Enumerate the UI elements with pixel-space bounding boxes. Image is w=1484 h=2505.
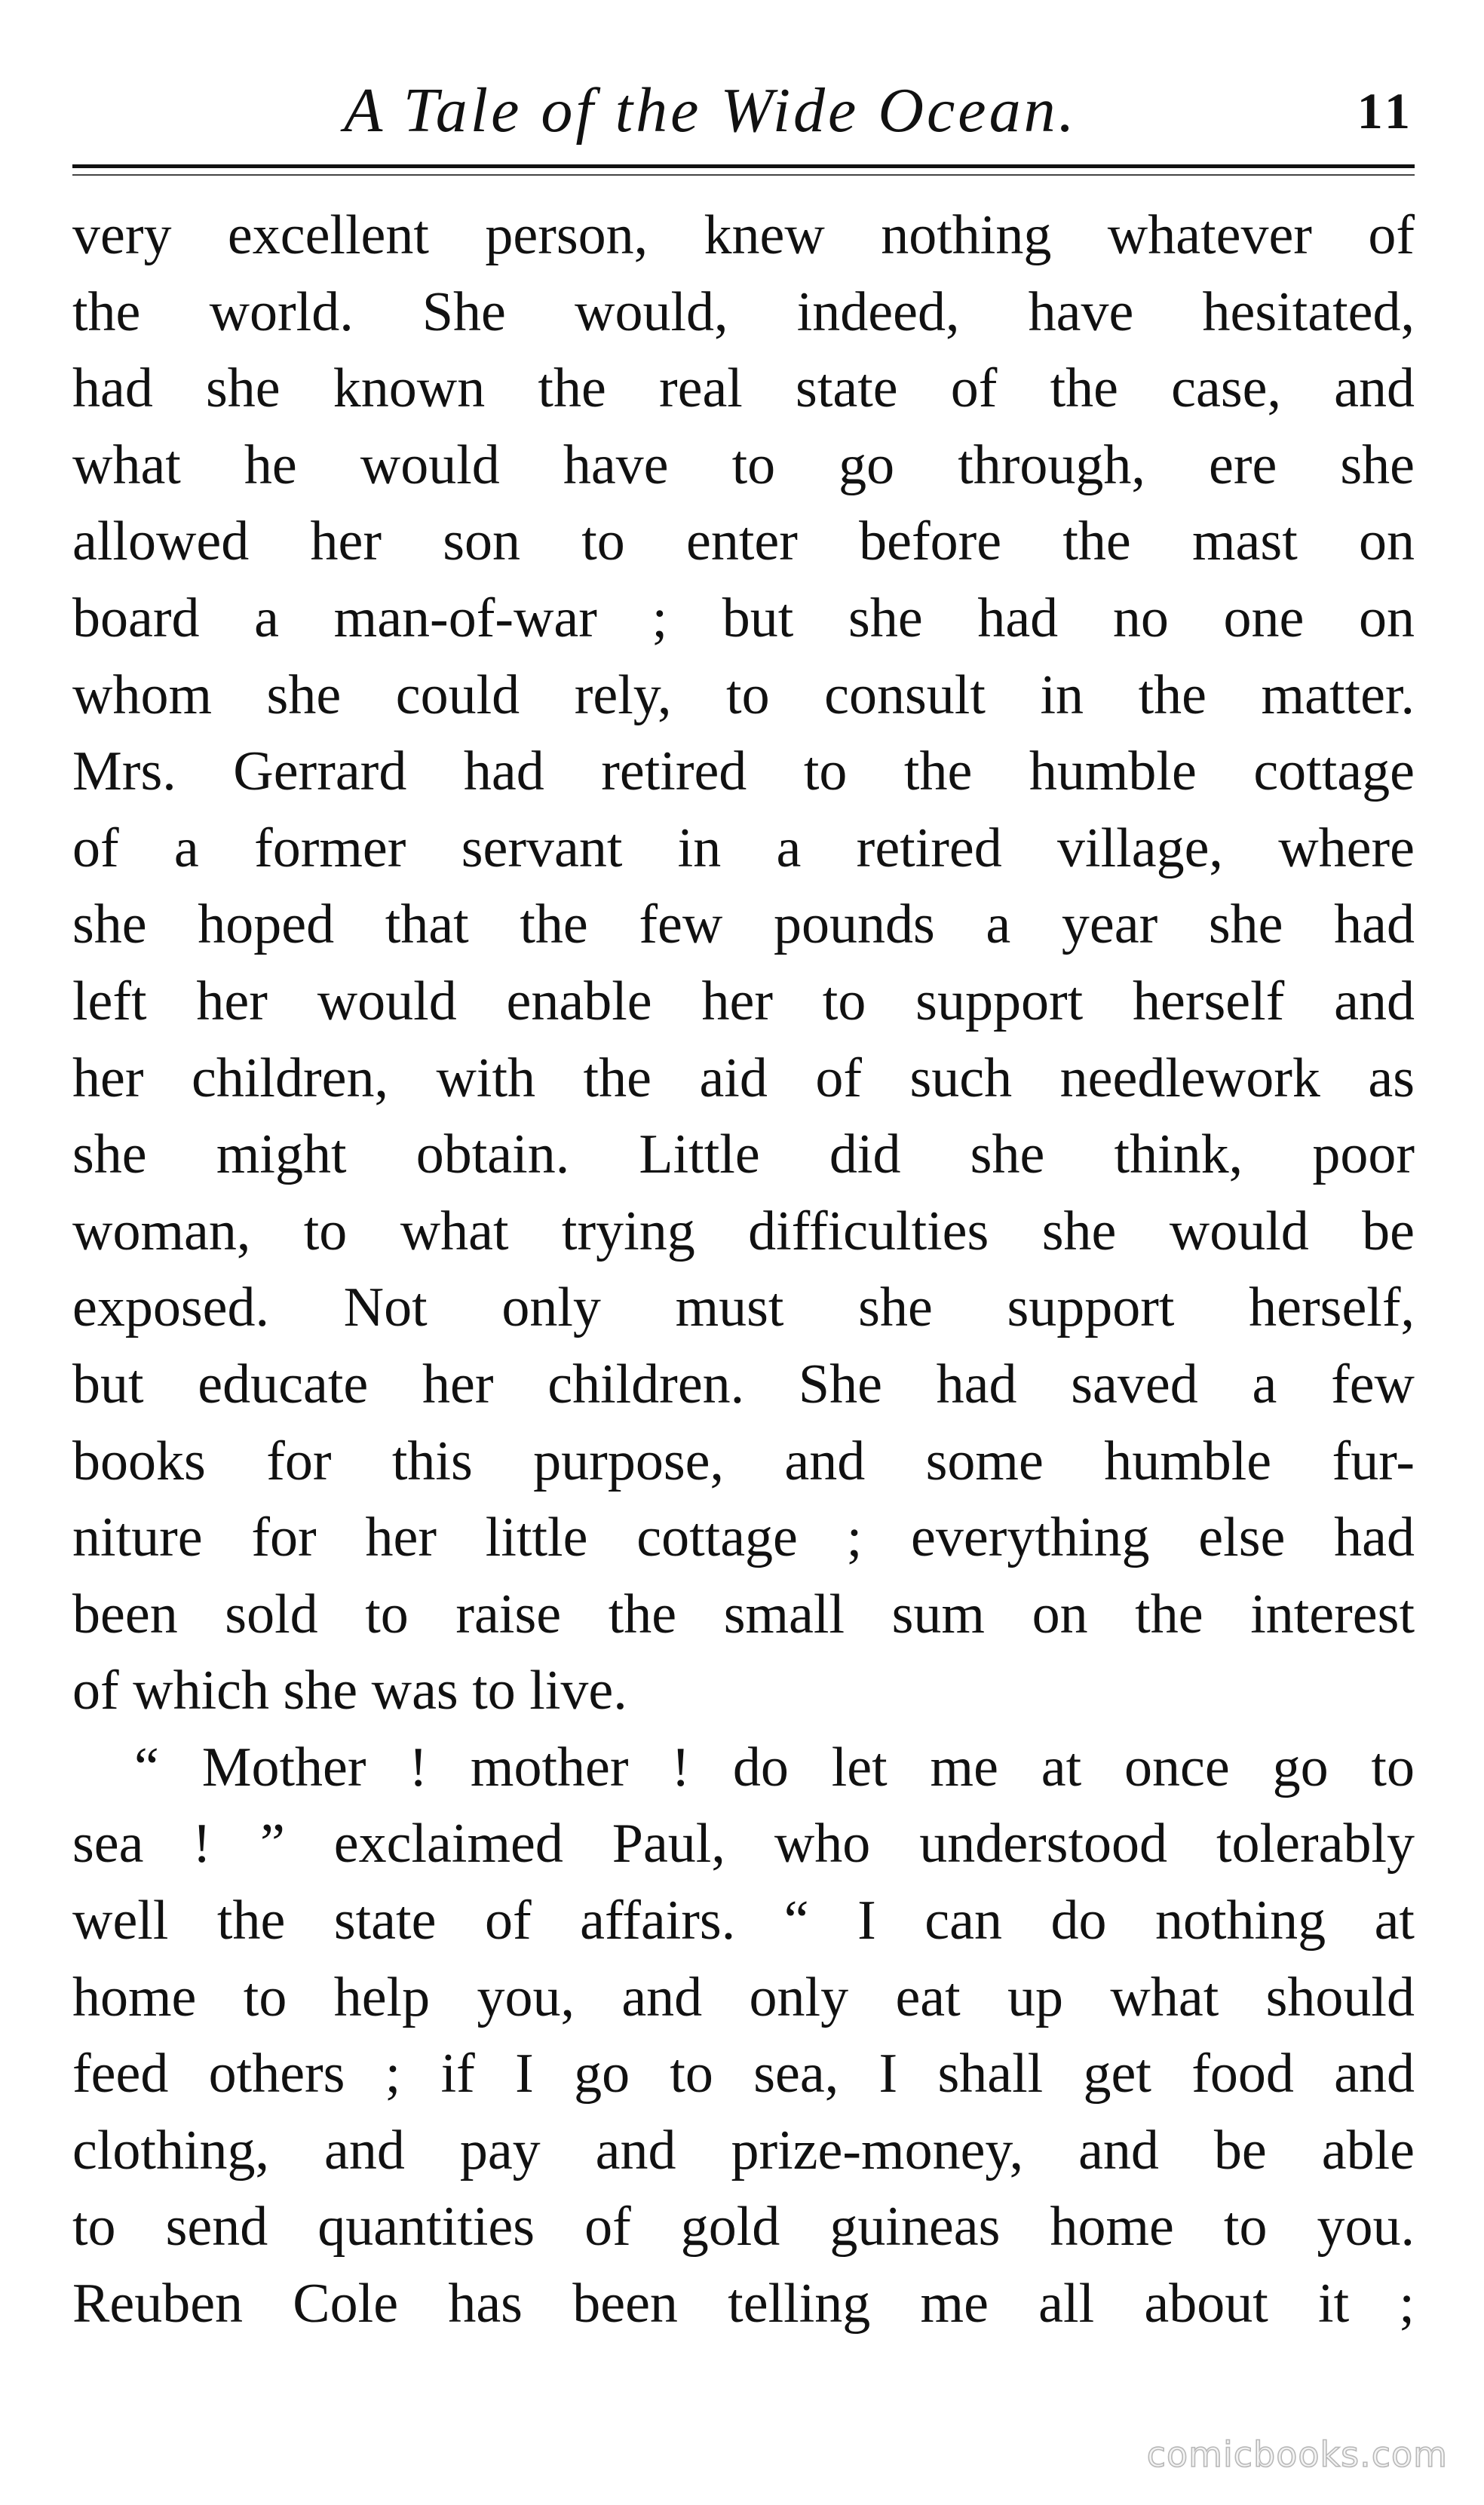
watermark: comicbooks.com: [1146, 2434, 1448, 2475]
text-line: clothing, and pay and prize-money, and be able: [72, 2119, 1415, 2182]
text-line: Reuben Cole has been telling me all about it ;: [72, 2273, 1415, 2335]
text-line: whom she could rely, to consult in the matter.: [72, 664, 1415, 726]
text-line: niture for her little cottage ; everything else had: [72, 1507, 1415, 1569]
text-line: been sold to raise the small sum on the interest: [72, 1583, 1415, 1645]
paragraph-2: [72, 1730, 1415, 2343]
running-title: A Tale of the Wide Ocean.: [344, 75, 1078, 146]
text-line: home to help you, and only eat up what should: [72, 1966, 1415, 2028]
text-line: “ Mother ! mother ! do let me at once go to: [134, 1736, 1415, 1798]
text-line: books for this purpose, and some humble fur-: [72, 1430, 1415, 1492]
text-line: she hoped that the few pounds a year she had: [72, 894, 1415, 956]
page-header: [72, 69, 1415, 152]
text-line: very excellent person, knew nothing whatever of: [72, 204, 1415, 266]
text-line: had she known the real state of the case, and: [72, 357, 1415, 420]
text-line: what he would have to go through, ere she: [72, 434, 1415, 496]
text-line: left her would enable her to support herself and: [72, 970, 1415, 1032]
text-line: to send quantities of gold guineas home to you.: [72, 2196, 1415, 2258]
text-line: of which she was to live.: [72, 1660, 627, 1722]
header-rule-thin: [72, 174, 1415, 176]
text-line: exposed. Not only must she support herself,: [72, 1277, 1415, 1339]
text-line: sea ! ” exclaimed Paul, who understood tolerably: [72, 1813, 1415, 1875]
text-line: woman, to what trying difficulties she would be: [72, 1200, 1415, 1262]
text-line: Mrs. Gerrard had retired to the humble cottage: [72, 740, 1415, 803]
text-line: she might obtain. Little did she think, poor: [72, 1124, 1415, 1186]
header-rule: [72, 164, 1415, 168]
text-line: board a man-of-war ; but she had no one on: [72, 587, 1415, 649]
text-line: the world. She would, indeed, have hesitated,: [72, 281, 1415, 343]
text-line: allowed her son to enter before the mast on: [72, 511, 1415, 573]
text-line: feed others ; if I go to sea, I shall get food and: [72, 2043, 1415, 2105]
page-number: 11: [1357, 82, 1415, 140]
text-line: of a former servant in a retired village, where: [72, 817, 1415, 879]
body-text: [72, 198, 1415, 2343]
text-line: well the state of affairs. “ I can do nothing at: [72, 1890, 1415, 1952]
text-line: but educate her children. She had saved a few: [72, 1353, 1415, 1415]
text-line: her children, with the aid of such needlework as: [72, 1047, 1415, 1109]
paragraph-1: [72, 198, 1415, 1730]
